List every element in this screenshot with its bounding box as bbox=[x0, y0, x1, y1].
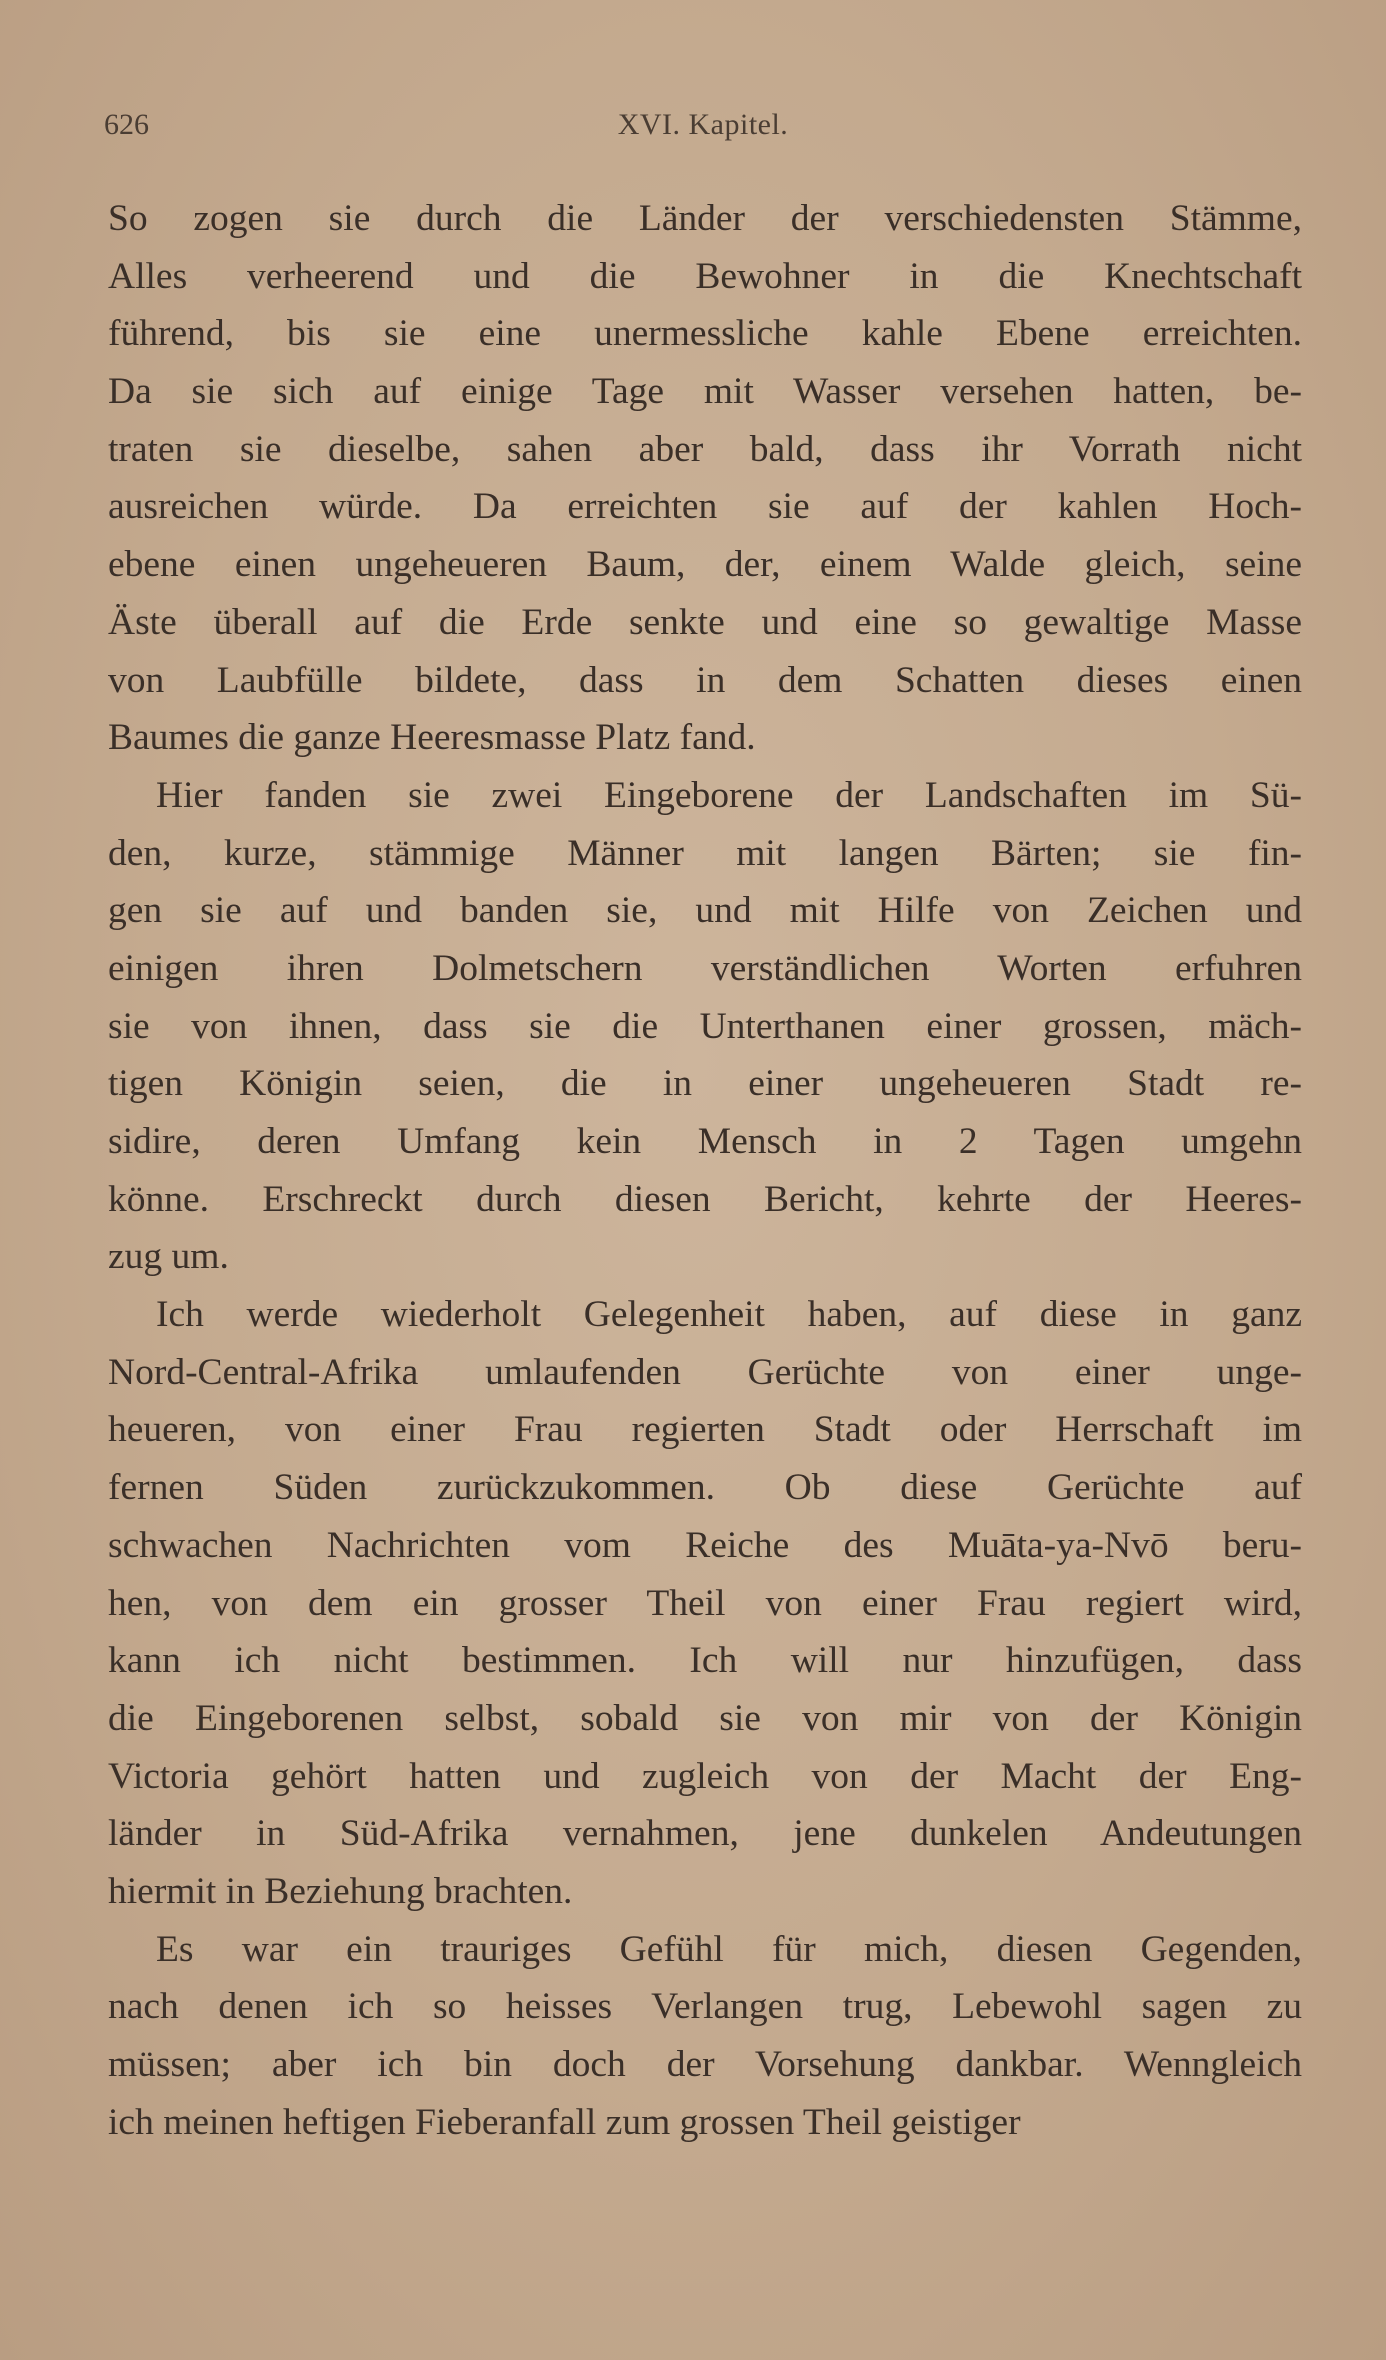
paragraph bbox=[108, 767, 1302, 1286]
text-line: Da sie sich auf einige Tage mit Wasser versehen hatten, be- bbox=[108, 371, 1302, 413]
text-line: länder in Süd-Afrika vernahmen, jene dunkelen Andeutungen bbox=[108, 1813, 1302, 1855]
running-head bbox=[104, 108, 1302, 148]
text-line: ich meinen heftigen Fieberanfall zum grossen Theil geistiger bbox=[108, 2101, 1021, 2143]
text-line: sie von ihnen, dass sie die Unterthanen einer grossen, mäch- bbox=[108, 1005, 1302, 1047]
text-line: hen, von dem ein grosser Theil von einer Frau regiert wird, bbox=[108, 1582, 1302, 1624]
text-line: traten sie dieselbe, sahen aber bald, dass ihr Vorrath nicht bbox=[108, 428, 1302, 470]
text-line: ausreichen würde. Da erreichten sie auf der kahlen Hoch- bbox=[108, 486, 1302, 528]
text-line: gen sie auf und banden sie, und mit Hilfe von Zeichen und bbox=[108, 890, 1302, 932]
text-line: Alles verheerend und die Bewohner in die Knechtschaft bbox=[108, 255, 1302, 297]
page-number: 626 bbox=[104, 108, 149, 141]
text-line: Hier fanden sie zwei Eingeborene der Landschaften im Sü- bbox=[156, 774, 1302, 816]
text-line: fernen Süden zurückzukommen. Ob diese Gerüchte auf bbox=[108, 1467, 1302, 1509]
text-line: von Laubfülle bildete, dass in dem Schatten dieses einen bbox=[108, 659, 1302, 701]
text-line: Ich werde wiederholt Gelegenheit haben, auf diese in ganz bbox=[156, 1294, 1302, 1336]
text-line: müssen; aber ich bin doch der Vorsehung dankbar. Wenngleich bbox=[108, 2044, 1302, 2085]
text-line: führend, bis sie eine unermessliche kahle Ebene erreichten. bbox=[108, 313, 1302, 355]
text-line: zug um. bbox=[108, 1236, 229, 1278]
paragraph bbox=[108, 190, 1302, 767]
text-line: Baumes die ganze Heeresmasse Platz fand. bbox=[108, 717, 756, 759]
text-line: einigen ihren Dolmetschern verständlichen Worten erfuhren bbox=[108, 947, 1302, 989]
text-line: die Eingeborenen selbst, sobald sie von mir von der Königin bbox=[108, 1697, 1302, 1739]
text-line: den, kurze, stämmige Männer mit langen Bärten; sie fin- bbox=[108, 832, 1302, 874]
text-line: schwachen Nachrichten vom Reiche des Muāta-ya-Nvō beru- bbox=[108, 1524, 1302, 1566]
text-line: Äste überall auf die Erde senkte und eine so gewaltige Masse bbox=[108, 601, 1302, 643]
text-line: Es war ein trauriges Gefühl für mich, diesen Gegenden, bbox=[156, 1928, 1302, 1970]
body-text bbox=[108, 190, 1302, 2151]
text-line: hiermit in Beziehung brachten. bbox=[108, 1870, 573, 1912]
text-line: nach denen ich so heisses Verlangen trug, Lebewohl sagen zu bbox=[108, 1986, 1302, 2028]
paragraph bbox=[108, 1286, 1302, 1921]
text-line: könne. Erschreckt durch diesen Bericht, kehrte der Heeres- bbox=[108, 1178, 1302, 1220]
text-line: Victoria gehört hatten und zugleich von der Macht der Eng- bbox=[108, 1755, 1302, 1797]
text-line: So zogen sie durch die Länder der verschiedensten Stämme, bbox=[108, 198, 1302, 239]
chapter-title: XVI. Kapitel. bbox=[617, 108, 789, 141]
text-line: kann ich nicht bestimmen. Ich will nur hinzufügen, dass bbox=[108, 1640, 1302, 1682]
text-line: heueren, von einer Frau regierten Stadt oder Herrschaft im bbox=[108, 1409, 1302, 1451]
text-line: tigen Königin seien, die in einer ungeheueren Stadt re- bbox=[108, 1063, 1302, 1105]
text-line: Nord-Central-Afrika umlaufenden Gerüchte von einer unge- bbox=[108, 1351, 1302, 1393]
text-line: ebene einen ungeheueren Baum, der, einem Walde gleich, seine bbox=[108, 544, 1302, 586]
text-line: sidire, deren Umfang kein Mensch in 2 Tagen umgehn bbox=[108, 1121, 1302, 1162]
paragraph bbox=[108, 1921, 1302, 2152]
